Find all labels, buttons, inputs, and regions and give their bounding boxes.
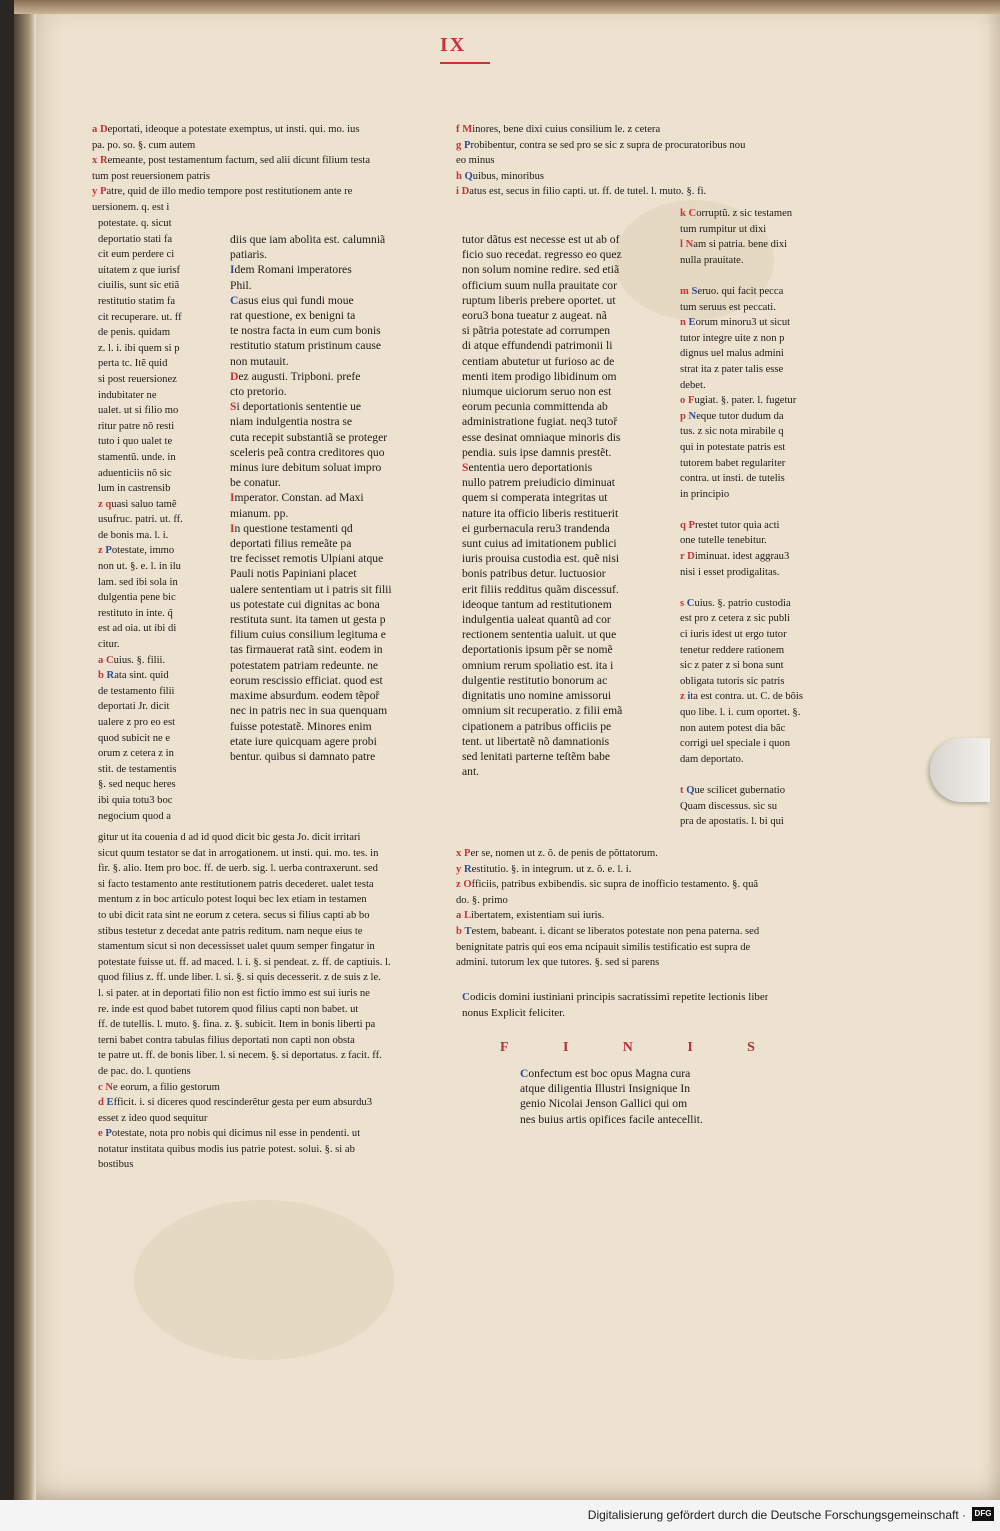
text-line: maxime absurdum. eodem tẽpoř	[230, 689, 380, 703]
text-line: pa. po. so. §. cum autem	[92, 139, 196, 151]
text-line: tuto i quo ualet te	[98, 436, 173, 448]
gloss-right-narrow	[680, 206, 824, 830]
text-line: nonus Explicit feliciter.	[462, 1006, 565, 1019]
gloss-bottom-left	[98, 830, 391, 1173]
text-line	[680, 767, 824, 783]
text-line: quod subicit ne e	[98, 732, 171, 744]
text-line: restituta sunt. ita tamen ut gesta p	[230, 613, 386, 627]
text-line: Quam discessus. sic su	[680, 800, 778, 812]
text-line: bostibus	[98, 1159, 134, 1171]
text-line: quod filius z. ff. unde liber. l. si. §. si quis decesserit. z de suis z le.	[98, 972, 381, 984]
text-line: contra. ut insti. de tutelis	[680, 473, 785, 485]
finis-letter: I	[687, 1040, 693, 1055]
text-line: lam. sed ibi sola in	[98, 576, 178, 588]
text-line: restituto in inte. q̃	[98, 607, 173, 619]
text-line: atque diligentia Illustri Insignique In	[520, 1082, 691, 1096]
text-line	[680, 580, 824, 596]
text-line: tutorem babet regulariter	[680, 457, 786, 469]
text-line: potestatem patriam redeunte. ne	[230, 658, 379, 672]
text-line: Idem Romani imperatores	[230, 263, 352, 277]
text-line: omnium sit recuperatio. z filii emã	[462, 704, 623, 718]
text-line: ritur patre nõ resti	[98, 420, 175, 432]
paper-stain	[134, 1200, 394, 1360]
text-line: Confectum est boc opus Magna cura	[520, 1067, 691, 1080]
text-line: Sententia uero deportationis	[462, 461, 593, 475]
text-line: omnium rerum spoliatio est. ita i	[462, 658, 614, 672]
text-line: non ut. §. e. l. in ilu	[98, 561, 181, 573]
text-line: ciuilis, sunt sic etiã	[98, 280, 180, 292]
text-line: bentur. quibus si damnato patre	[230, 749, 376, 763]
text-line: tenetur reddere rationem	[680, 644, 785, 656]
text-line: f Minores, bene dixi cuius consilium le. z cetera	[456, 124, 661, 135]
page-clip	[930, 738, 990, 802]
text-line: dignitatis uno nomine amissorui	[462, 689, 612, 703]
text-line: be conatur.	[230, 476, 281, 490]
text-line: cit eum perdere ci	[98, 249, 175, 261]
text-line: dulgentie restitutio bonorum ac	[462, 673, 608, 687]
text-line: tent. ut libertatẽ nõ damnationis	[462, 734, 610, 748]
text-line: cuta recepit substantiã se proteger	[230, 430, 388, 444]
text-line: deportatio stati fa	[98, 233, 173, 245]
text-line: negocium quod a	[98, 810, 171, 822]
text-line: orum z cetera z in	[98, 748, 174, 760]
text-line: non solum nomine redire. sed etiã	[462, 263, 620, 277]
text-line: fuisse potestatẽ. Minores enim	[230, 719, 372, 733]
text-line: indubitater ne	[98, 389, 157, 401]
text-line: z ita est contra. ut. C. de bõis	[680, 691, 803, 703]
text-line: nes buius artis opifices facile antecellit.	[520, 1112, 703, 1126]
text-line: p Neque tutor dudum da	[680, 410, 784, 422]
text-line: nature ita officio liberis restituerit	[462, 506, 619, 520]
text-line: tre fecisset remotis Ulpiani atque	[230, 552, 384, 566]
finis-letter: F	[500, 1040, 509, 1055]
text-line: z. l. i. ibi quem si p	[98, 342, 180, 354]
text-line: tas firmauerat ratã sint. eodem in	[230, 643, 383, 657]
text-line: ibi quia totu3 boc	[98, 794, 173, 806]
text-line: rat questione, ex benigni ta	[230, 309, 356, 323]
text-line: b Rata sint. quid	[98, 670, 169, 682]
text-line: cipationem a patribus officiis pe	[462, 719, 612, 733]
text-line: nullo patrem preiudicio diminuat	[462, 476, 615, 490]
text-line: centiam abutetur ut furioso ac de	[462, 354, 615, 368]
text-line: ualere sententiam ut i patris sit filii	[230, 582, 392, 596]
text-line: uitatem z que iurisf	[98, 264, 181, 276]
text-line: n Eorum minoru3 ut sicut	[680, 317, 791, 329]
main-text-left-column	[230, 232, 456, 764]
text-line: sed lenitati parterne teſtẽm babe	[462, 749, 611, 763]
text-line: g Probibentur, contra se sed pro se sic z supra de procuratoribus nou	[456, 139, 746, 151]
text-line: m Seruo. qui facit pecca	[680, 285, 784, 297]
text-line: gitur ut ita couenia d ad id quod dicit bic gesta Jo. dicit irritari	[98, 832, 361, 843]
text-line: cto pretorio.	[230, 385, 287, 399]
text-line: officium suum nulla prauitate cor	[462, 278, 617, 292]
text-line: te nostra facta in eum cum bonis	[230, 324, 381, 338]
text-line: de testamento filii	[98, 685, 175, 697]
text-line: qui in potestate patris est	[680, 441, 786, 453]
gloss-top-right	[456, 122, 745, 200]
text-line: to ubi dicit rata sint ne eorum z cetera. secus si filius capti ab bo	[98, 909, 370, 921]
folio-number: IX	[440, 34, 467, 56]
text-line: non autem potest dia bãc	[680, 722, 786, 734]
text-line: si facto testamento ante restitutionem patris decederet. ualet testa	[98, 878, 374, 890]
gloss-bottom-right	[456, 846, 759, 971]
text-line: z Potestate, immo	[98, 545, 175, 557]
text-line: sicut quum testator se dat in arrogationem. ut insti. qui. mo. tes. in	[98, 847, 379, 859]
text-line: filium cuius consilium legituma e	[230, 628, 386, 642]
text-line: tutor dãtus est necesse est ut ab of	[462, 233, 620, 246]
text-line: di atque effundendi patrimonii li	[462, 339, 613, 353]
text-line: erit filiis redditus quãm discessuf.	[462, 582, 619, 596]
text-line: tum seruus est peccati.	[680, 301, 776, 313]
text-line: i Datus est, secus in filio capti. ut. ff. de tutel. l. muto. §. fi.	[456, 186, 707, 198]
text-line: iuris prouisa custodia est. quẽ nisi	[462, 552, 620, 566]
finis-letter: I	[562, 1040, 569, 1055]
text-line: stit. de testamentis	[98, 763, 177, 775]
text-line: cit recuperare. ut. ff	[98, 311, 182, 323]
gloss-top-left	[92, 122, 370, 216]
text-line: Si deportationis sententie ue	[230, 400, 362, 414]
finis-letter: S	[747, 1040, 755, 1055]
text-line: ideoque tantum ad restitutionem	[462, 597, 612, 611]
text-line: nec in patris nec in sua quenquam	[230, 704, 388, 718]
text-line: ant.	[462, 765, 480, 779]
text-line: pra de apostatis. l. bi qui	[680, 816, 784, 828]
text-line: r Diminuat. idest aggrau3	[680, 551, 790, 563]
text-line: te patre ut. ff. de bonis liber. l. si necem. §. si deportatus. z facit. ff.	[98, 1050, 382, 1062]
finis-line	[500, 1040, 755, 1056]
text-line: do. §. primo	[456, 894, 508, 906]
text-line: x Remeante, post testamentum factum, sed alii dicunt filium testa	[92, 155, 371, 167]
text-line: d Efficit. i. si diceres quod rescinderẽtur gesta per eum absurdu3	[98, 1097, 373, 1109]
text-line: quem si comperata integritas ut	[462, 491, 608, 505]
text-line: a Libertatem, existentiam sui iuris.	[456, 910, 605, 922]
text-line: debet.	[680, 379, 706, 391]
text-line: administratione fugiat. neq3 tutoř	[462, 415, 618, 429]
text-line: mentum z in boc articulo potest loqui bec lex etiam in testamen	[98, 894, 367, 906]
text-line: deportati Jr. dicit	[98, 701, 170, 713]
text-line: stamentum sicut si non decessisset ualet quum semper fingatur in	[98, 941, 375, 953]
text-line: us potestate cui dignitas ac bona	[230, 597, 380, 611]
text-line: tus. z sic nota mirabile q	[680, 426, 784, 438]
text-line: k Corruptũ. z sic testamen	[680, 208, 793, 219]
dfg-logo: DFG	[972, 1507, 994, 1521]
text-line: eorum pecunia committenda ab	[462, 400, 608, 414]
text-line: re. inde est quod babet tutorem quod filius capti non babet. ut	[98, 1003, 359, 1015]
text-line: Casus eius qui fundi moue	[230, 293, 354, 307]
text-line: menti item prodigo libidinum om	[462, 369, 617, 383]
text-line: Dez augusti. Tripboni. prefe	[230, 369, 361, 383]
text-line: mianum. pp.	[230, 506, 289, 520]
text-line: Pauli notis Papiniani placet	[230, 567, 357, 581]
text-line: In questione testamenti qd	[230, 521, 353, 535]
text-line: perta tc. Itẽ quid	[98, 358, 168, 370]
text-line: minus iure debitum soluat impro	[230, 461, 382, 475]
text-line: patiaris.	[230, 248, 268, 262]
text-line: z quasi saluo tamẽ	[98, 498, 177, 510]
text-line: b Testem, babeant. i. dicant se liberatos potestate non pena paterna. sed	[456, 925, 760, 937]
text-line: aduenticiis nõ sic	[98, 467, 172, 479]
text-line: one tutelle tenebitur.	[680, 535, 767, 547]
text-line: eo minus	[456, 155, 495, 167]
text-line: Phil.	[230, 278, 252, 292]
text-line: t Que scilicet gubernatio	[680, 784, 786, 796]
text-line: sic z pater z si bona sunt	[680, 660, 784, 672]
text-line: tutor integre uite z non p	[680, 332, 785, 344]
text-line: Codicis domini iustiniani principis sacratissimi repetite lectionis liber	[462, 991, 769, 1003]
text-line: usufruc. patri. ut. ff.	[98, 514, 183, 526]
text-line: eoru3 bona tueatur z augeat. nã	[462, 309, 607, 323]
text-line: deportati filius remeãte pa	[230, 537, 352, 551]
text-line: h Quibus, minoribus	[456, 170, 545, 182]
text-line: ff. de tutellis. l. muto. §. fina. z. §. subicit. Item in bonis liberti pa	[98, 1019, 376, 1031]
footer-bar	[0, 1500, 1000, 1531]
text-line: e Potestate, nota pro nobis qui dicimus nil esse in pendenti. ut	[98, 1128, 361, 1140]
folio-underline	[440, 62, 490, 64]
text-line: corrigi uel speciale i quon	[680, 738, 791, 750]
text-line: a Deportati, ideoque a potestate exemptus, ut insti. qui. mo. ius	[92, 124, 360, 135]
book-spine	[14, 0, 36, 1500]
text-line: sceleris peã contra creditores quo	[230, 445, 385, 459]
text-line: nisi i esset prodigalitas.	[680, 566, 780, 578]
text-line: restitutio statum pristinum cause	[230, 339, 382, 353]
text-line: potestate. q. sicut	[98, 218, 172, 229]
text-line: dulgentia pene bic	[98, 592, 176, 604]
text-line: niam indulgentia nostra se	[230, 415, 353, 429]
text-line: a Cuius. §. filii.	[98, 654, 166, 666]
text-line: etate iure quicquam agere probi	[230, 734, 377, 748]
text-line: o Fugiat. §. pater. l. fugetur	[680, 395, 797, 407]
text-line: nulla prauitate.	[680, 254, 744, 266]
text-line: dam deportato.	[680, 753, 744, 765]
text-line: ruptum liberis prebere oportet. ut	[462, 293, 616, 307]
text-line: niumque uiciorum seruo non est	[462, 385, 612, 399]
explicit-text	[462, 990, 768, 1021]
main-text-right-column	[462, 232, 684, 779]
text-line: admini. tutorum lex que tutores. §. sed si parens	[456, 957, 660, 969]
text-line: si pãtria potestate ad corrumpen	[462, 324, 611, 338]
text-line: terni babet contra tabulas filius deportati non capti non obsta	[98, 1034, 355, 1046]
text-line: deportationis ipsum pẽr se nomẽ	[462, 643, 613, 657]
page-top-edge	[14, 0, 1000, 14]
text-line: l Nam si patria. bene dixi	[680, 239, 788, 251]
text-line: stamentũ. unde. in	[98, 451, 176, 463]
text-line: de pac. do. l. quotiens	[98, 1065, 191, 1077]
text-line: tum post reuersionem patris	[92, 170, 210, 182]
text-line: potestate fuisse ut. ff. ad maced. l. i. §. si pendeat. z. ff. de captiuis. l.	[98, 956, 391, 968]
text-line	[680, 502, 824, 518]
text-line: dignus uel malus admini	[680, 348, 784, 360]
text-line: ficio suo recedat. regresso eo quez	[462, 248, 622, 262]
text-line: tum rumpitur ut dixi	[680, 223, 767, 235]
text-line: y Patre, quid de illo medio tempore post restitutionem ante re	[92, 186, 353, 198]
text-line: notatur institata quibus modis ius patrie potest. solui. §. si ab	[98, 1143, 355, 1155]
text-line: strat ita z pater talis esse	[680, 363, 784, 375]
text-line: restitutio statim fa	[98, 295, 176, 307]
text-line	[680, 268, 824, 284]
text-line: fir. §. alio. Item pro boc. ff. de uerb. sig. l. uerba contraxerunt. sed	[98, 863, 378, 875]
text-line: z Officiis, patribus exbibendis. sic supra de inofficio testamento. §. quã	[456, 879, 759, 891]
text-line: de penis. quidam	[98, 327, 171, 339]
text-line: ci iuris idest ut ergo tutor	[680, 629, 787, 641]
text-line: eorum rescissio efficiat. quod est	[230, 673, 383, 687]
text-line: citur.	[98, 639, 120, 651]
text-line: x Per se, nomen ut z. õ. de penis de põttatorum.	[456, 848, 658, 859]
text-line: s Cuius. §. patrio custodia	[680, 597, 791, 609]
text-line: non mutauit.	[230, 354, 289, 368]
text-line: est pro z cetera z sic publi	[680, 613, 791, 625]
text-line: q Prestet tutor quia acti	[680, 519, 780, 531]
text-line: genio Nicolai Jenson Gallici qui om	[520, 1097, 688, 1111]
text-line: esset z ideo quod sequitur	[98, 1112, 208, 1124]
text-line: si post reuersionez	[98, 373, 177, 385]
text-line: uersionem. q. est i	[92, 201, 170, 213]
text-line: benignitate patris qui eos ema ncipauit similis testificatio est supra de	[456, 941, 751, 953]
text-line: ei gurbernacula reru3 trandenda	[462, 521, 610, 535]
text-line: esse desinat omniaque minoris dis	[462, 430, 621, 444]
colophon	[520, 1066, 703, 1127]
text-line: lum in castrensib	[98, 483, 171, 495]
gloss-left-narrow	[98, 216, 216, 824]
footer-funding-note: Digitalisierung gefördert durch die Deutsche Forschungsgemeinschaft ·	[587, 1508, 966, 1522]
text-line: est ad oia. ut ibi di	[98, 623, 177, 635]
finis-letter: N	[622, 1040, 633, 1055]
text-line: l. si pater. at in deportati filio non est fictio immo est sui iuris ne	[98, 987, 370, 999]
text-line: y Restitutio. §. in integrum. ut z. õ. e. l. i.	[456, 863, 632, 875]
text-line: pendia. suis ipse damnis prestẽt.	[462, 445, 612, 459]
text-line: sunt cuius ad imitationem publici	[462, 537, 617, 551]
text-line: ualet. ut si filio mo	[98, 405, 179, 417]
text-line: quo libe. l. i. cum oportet. §.	[680, 707, 801, 718]
text-line: bonis patribus detur. luctuosior	[462, 567, 606, 581]
text-line: obligata tutoris sic patris	[680, 675, 785, 687]
text-line: indulgentia ualeat quantũ ad cor	[462, 613, 611, 627]
text-line: de bonis ma. l. i.	[98, 529, 169, 541]
text-line: ualere z pro eo est	[98, 717, 176, 728]
text-line: c Ne eorum, a filio gestorum	[98, 1081, 220, 1093]
text-line: diis que iam abolita est. calumniã	[230, 233, 386, 246]
text-line: stibus testetur z decedat ante patris reditum. nam neque eius te	[98, 925, 363, 937]
text-line: Imperator. Constan. ad Maxi	[230, 491, 364, 505]
text-line: rectionem sententia ualuit. ut que	[462, 628, 617, 642]
text-line: in principio	[680, 488, 730, 500]
text-line: §. sed nequc heres	[98, 779, 176, 791]
